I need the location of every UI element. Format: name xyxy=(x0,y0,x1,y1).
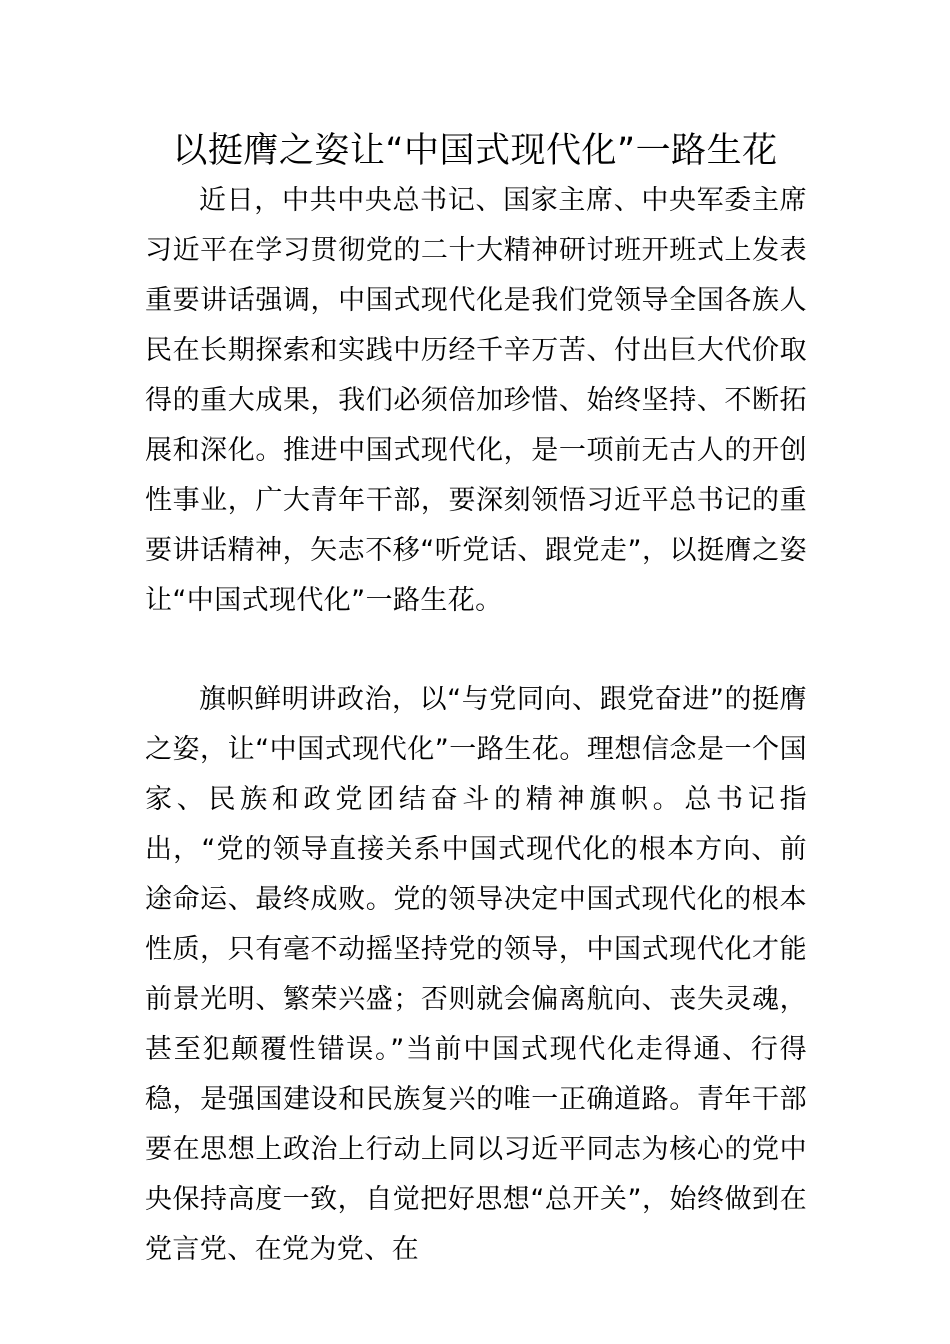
document-title: 以挺膺之姿让“中国式现代化”一路生花 xyxy=(172,131,778,171)
paragraph-2: 旗帜鲜明讲政治，以“与党同向、跟党奋进”的挺膺之姿，让“中国式现代化”一路生花。理想信念是一个国家、民族和政党团结奋斗的精神旗帜。总书记指出，“党的领导直接关系中国式现代化的根本方向、前途命运、最终成败。党的领导决定中国式现代化的根本性质，只有毫不动摇坚持党的领导，中国式现代化才能前景光明、繁荣兴盛；否则就会偏离航向、丧失灵魂，甚至犯颠覆性错误。”当前中国式现代化走得通、行得稳，是强国建设和民族复兴的唯一正确道路。青年干部要在思想上政治上行动上同以习近平同志为核心的党中央保持高度一致，自觉把好思想“总开关”，始终做到在党言党、在党为党、在 xyxy=(145,684,807,1265)
paragraph-1: 近日，中共中央总书记、国家主席、中央军委主席习近平在学习贯彻党的二十大精神研讨班开班式上发表重要讲话强调，中国式现代化是我们党领导全国各族人民在长期探索和实践中历经千辛万苦、付出巨大代价取得的重大成果，我们必须倍加珍惜、始终坚持、不断拓展和深化。推进中国式现代化，是一项前无古人的开创性事业，广大青年干部，要深刻领悟习近平总书记的重要讲话精神，矢志不移“听党话、跟党走”，以挺膺之姿让“中国式现代化”一路生花。 xyxy=(145,185,807,616)
